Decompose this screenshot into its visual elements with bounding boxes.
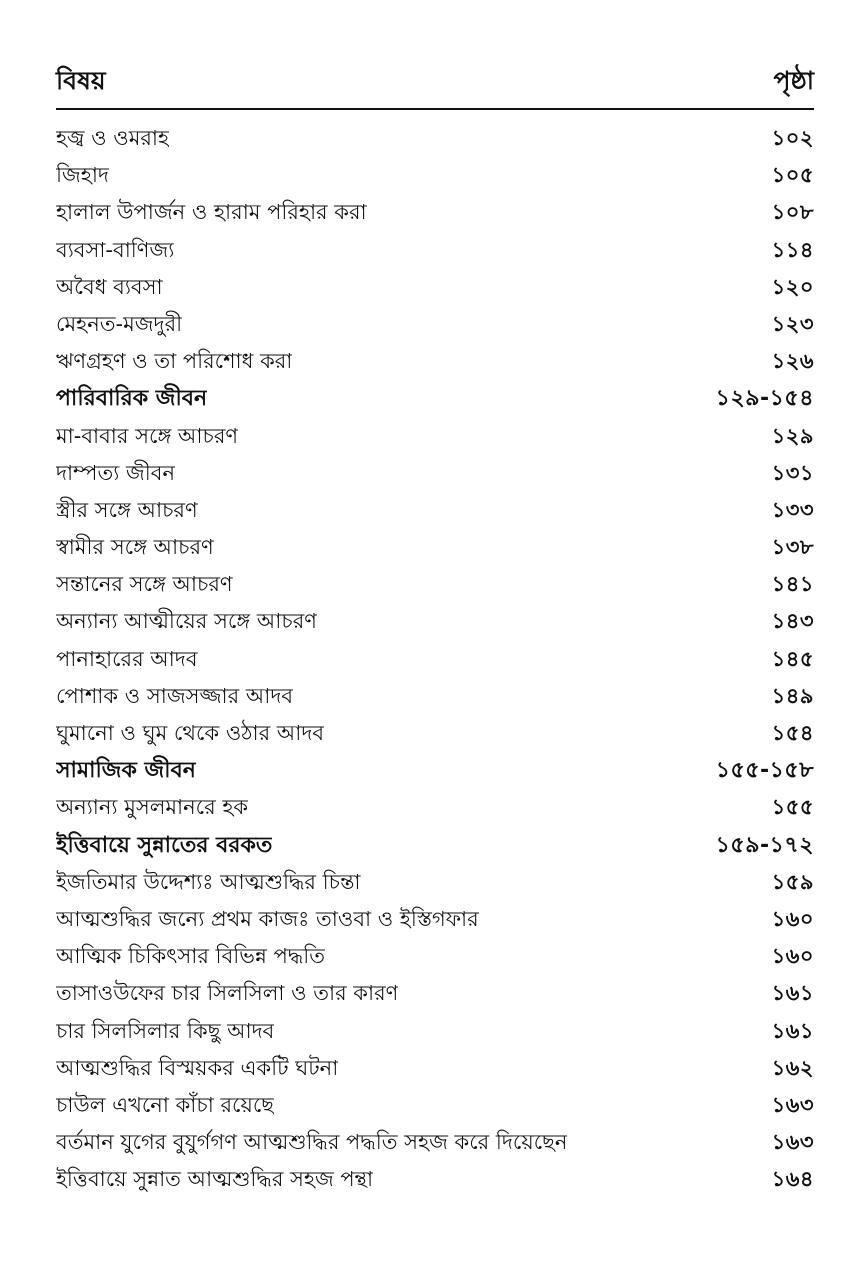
toc-section-row [56, 752, 814, 789]
toc-entry-title: বর্তমান যুগের বুযুর্গগণ আত্মশুদ্ধির পদ্ধতি সহজ করে দিয়েছেন [56, 1130, 568, 1155]
toc-entry-page: ১৬০ [771, 906, 814, 931]
toc-entry-page: ১৪৩ [771, 609, 814, 634]
toc-row [56, 715, 814, 752]
toc-entry-page: ১৫৪ [771, 721, 814, 745]
toc-row [56, 1050, 814, 1087]
toc-entry-page: ১৫৫-১৫৮ [715, 758, 814, 784]
toc-row [56, 306, 814, 343]
toc-entry-title: স্ত্রীর সঙ্গে আচরণ [56, 497, 198, 522]
toc-entry-page: ১৬০ [771, 944, 814, 969]
toc-entry-title: আত্মশুদ্ধির জন্যে প্রথম কাজঃ তাওবা ও ইস্তিগফার [56, 906, 479, 931]
toc-row [56, 194, 814, 231]
toc-entry-title: পোশাক ও সাজসজ্জার আদব [56, 683, 294, 708]
toc-entry-title: অন্যান্য আত্মীয়ের সঙ্গে আচরণ [56, 609, 317, 634]
toc-entry-title: ঋণগ্রহণ ও তা পরিশোধ করা [56, 349, 293, 374]
toc-entry-page: ১৬৩ [771, 1092, 814, 1117]
toc-row [56, 418, 814, 455]
toc-entry-title: দাম্পত্য জীবন [56, 460, 175, 485]
toc-entry-title: চার সিলসিলার কিছু আদব [56, 1018, 275, 1043]
toc-entry-page: ১১৪ [771, 237, 814, 262]
toc-entry-title: ইজতিমার উদ্দেশ্যঃ আত্মশুদ্ধির চিন্তা [56, 869, 361, 894]
toc-entry-title: পারিবারিক জীবন [56, 386, 208, 412]
toc-entry-page: ১০৫ [771, 163, 814, 188]
toc-entry-page: ১৩৩ [771, 497, 814, 522]
toc-row [56, 492, 814, 529]
toc-entry-title: স্বামীর সঙ্গে আচরণ [56, 535, 214, 560]
toc-entry-title: মা-বাবার সঙ্গে আচরণ [56, 423, 239, 448]
toc-row [56, 232, 814, 269]
toc-entry-page: ১৩১ [771, 460, 814, 485]
toc-row [56, 529, 814, 566]
toc-entry-title: ঘুমানো ও ঘুম থেকে ওঠার আদব [56, 721, 325, 745]
toc-entry-page: ১৬২ [771, 1055, 814, 1080]
page-heading: পৃষ্ঠা [773, 66, 814, 95]
toc-row [56, 938, 814, 975]
toc-entry-page: ১৪৯ [771, 683, 814, 708]
toc-row [56, 641, 814, 678]
toc-entry-title: পানাহারের আদব [56, 646, 198, 671]
toc-entry-page: ১৫৯-১৭২ [715, 832, 814, 858]
toc-row [56, 603, 814, 640]
toc-entry-page: ১৬৪ [771, 1167, 814, 1192]
toc-entry-title: মেহনত-মজদুরী [56, 311, 183, 336]
toc-entry-title: জিহাদ [56, 163, 109, 188]
toc-entry-title: ইত্তিবায়ে সুন্নাত আত্মশুদ্ধির সহজ পন্থা [56, 1167, 374, 1192]
toc-entry-title: ব্যবসা-বাণিজ্য [56, 237, 175, 262]
toc-row [56, 1013, 814, 1050]
toc-list [56, 120, 814, 1198]
toc-row [56, 269, 814, 306]
toc-entry-title: অন্যান্য মুসলমানরে হক [56, 795, 249, 820]
toc-section-row [56, 380, 814, 417]
table-of-contents-page [56, 62, 814, 1198]
toc-entry-page: ১০৮ [771, 200, 814, 225]
toc-entry-page: ১৬৩ [771, 1130, 814, 1155]
toc-row [56, 1124, 814, 1161]
toc-entry-page: ১২০ [771, 274, 814, 299]
toc-entry-page: ১৪১ [771, 572, 814, 597]
toc-row [56, 1161, 814, 1198]
toc-row [56, 120, 814, 157]
toc-entry-page: ১২৬ [771, 349, 814, 374]
toc-entry-title: হালাল উপার্জন ও হারাম পরিহার করা [56, 200, 367, 225]
toc-entry-page: ১৬১ [771, 981, 814, 1006]
toc-entry-page: ১৩৮ [771, 535, 814, 560]
toc-entry-page: ১২৯-১৫৪ [715, 386, 814, 412]
toc-entry-page: ১২৩ [771, 311, 814, 336]
toc-row [56, 1087, 814, 1124]
toc-entry-title: সন্তানের সঙ্গে আচরণ [56, 572, 233, 597]
toc-row [56, 901, 814, 938]
toc-entry-title: অবৈধ ব্যবসা [56, 274, 163, 299]
toc-entry-title: আত্মিক চিকিৎসার বিভিন্ন পদ্ধতি [56, 944, 325, 969]
toc-row [56, 455, 814, 492]
toc-entry-page: ১৪৫ [771, 646, 814, 671]
subject-heading: বিষয় [56, 66, 106, 95]
toc-entry-page: ১০২ [771, 126, 814, 150]
toc-row [56, 864, 814, 901]
toc-entry-page: ১৫৯ [771, 869, 814, 894]
toc-entry-title: হজ্ব ও ওমরাহ [56, 126, 170, 150]
toc-row [56, 789, 814, 826]
toc-entry-title: আত্মশুদ্ধির বিস্ময়কর একটি ঘটনা [56, 1055, 339, 1080]
toc-entry-page: ১৫৫ [771, 795, 814, 820]
toc-entry-title: তাসাওউফের চার সিলসিলা ও তার কারণ [56, 981, 399, 1006]
toc-row [56, 157, 814, 194]
toc-row [56, 678, 814, 715]
toc-row [56, 566, 814, 603]
toc-entry-page: ১৬১ [771, 1018, 814, 1043]
toc-header [56, 62, 814, 110]
toc-entry-page: ১২৯ [771, 423, 814, 448]
toc-section-row [56, 827, 814, 864]
toc-row [56, 975, 814, 1012]
toc-entry-title: সামাজিক জীবন [56, 758, 196, 784]
toc-entry-title: চাউল এখনো কাঁচা রয়েছে [56, 1092, 275, 1117]
toc-entry-title: ইত্তিবায়ে সুন্নাতের বরকত [56, 832, 273, 858]
toc-row [56, 343, 814, 380]
